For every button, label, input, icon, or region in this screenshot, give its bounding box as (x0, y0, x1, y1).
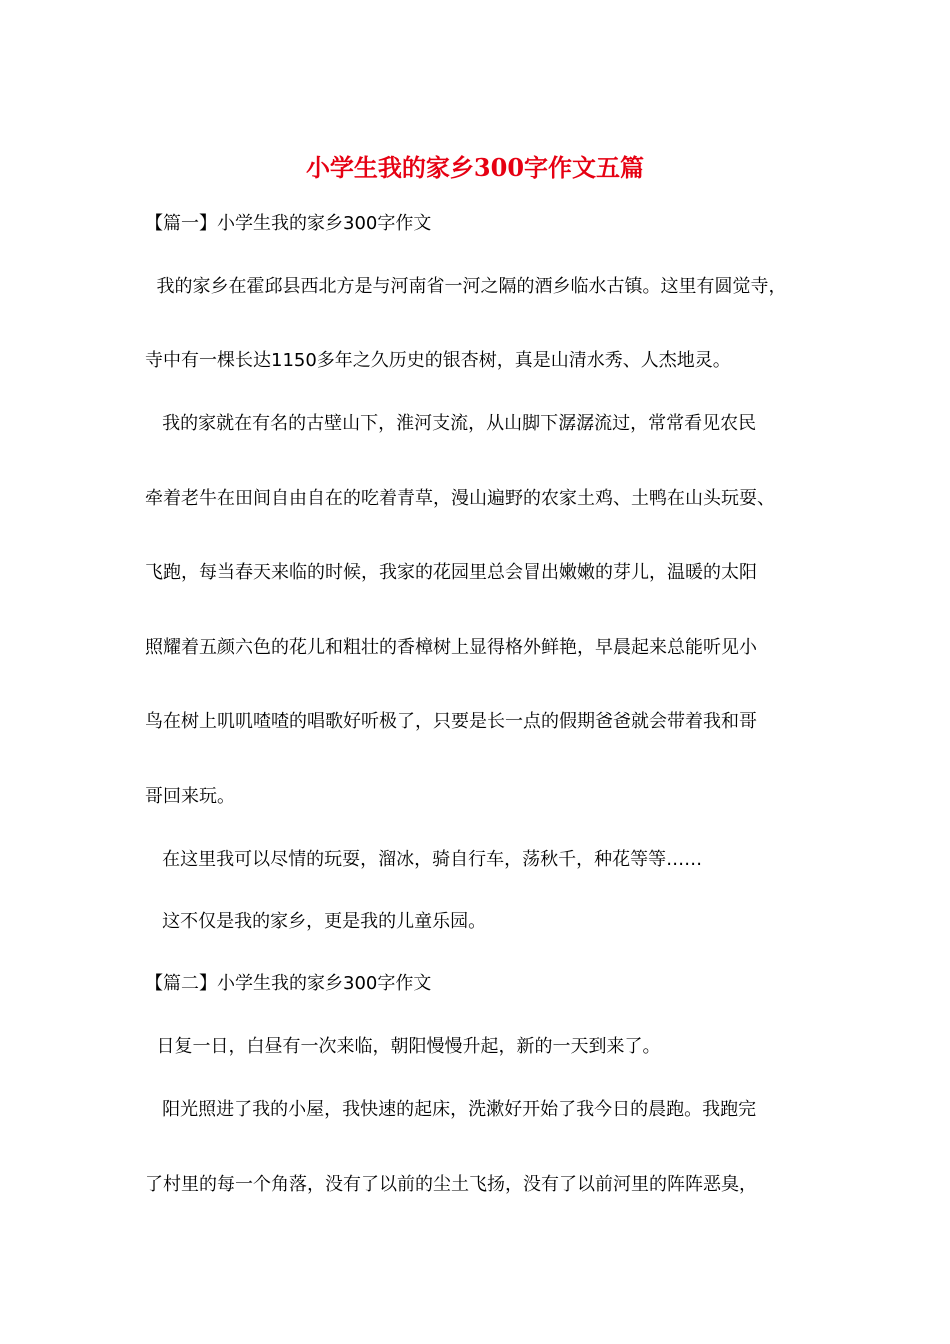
paragraph-line: 这不仅是我的家乡，更是我的儿童乐园。 (145, 911, 487, 932)
paragraph-line: 日复一日，白昼有一次来临，朝阳慢慢升起，新的一天到来了。 (145, 1036, 661, 1057)
paragraph-line: 照耀着五颜六色的花儿和粗壮的香樟树上显得格外鲜艳，早晨起来总能听见小 (145, 637, 757, 658)
paragraph-line: 阳光照进了我的小屋，我快速的起床，洗漱好开始了我今日的晨跑。我跑完 (145, 1099, 757, 1120)
paragraph-line: 哥回来玩。 (145, 786, 235, 807)
paragraph-line: 飞跑，每当春天来临的时候，我家的花园里总会冒出嫩嫩的芽儿，温暖的太阳 (145, 562, 757, 583)
paragraph-line: 牵着老牛在田间自由自在的吃着青草，漫山遍野的农家土鸡、土鸭在山头玩耍、 (145, 488, 775, 509)
paragraph-line: 鸟在树上叽叽喳喳的唱歌好听极了，只要是长一点的假期爸爸就会带着我和哥 (145, 711, 757, 732)
paragraph-line: 我的家就在有名的古壁山下，淮河支流，从山脚下潺潺流过，常常看见农民 (145, 413, 757, 434)
paragraph-line: 了村里的每一个角落，没有了以前的尘土飞扬，没有了以前河里的阵阵恶臭， (145, 1174, 757, 1195)
section-heading-1: 【篇一】小学生我的家乡300字作文 (145, 213, 432, 234)
section-heading-2: 【篇二】小学生我的家乡300字作文 (145, 973, 432, 994)
paragraph-line: 寺中有一棵长达1150多年之久历史的银杏树，真是山清水秀、人杰地灵。 (145, 350, 731, 371)
document-title: 小学生我的家乡300字作文五篇 (305, 153, 645, 182)
paragraph-line: 在这里我可以尽情的玩耍，溜冰，骑自行车，荡秋千，种花等等…… (145, 849, 703, 870)
paragraph-line: 我的家乡在霍邱县西北方是与河南省一河之隔的酒乡临水古镇。这里有圆觉寺， (145, 276, 787, 297)
